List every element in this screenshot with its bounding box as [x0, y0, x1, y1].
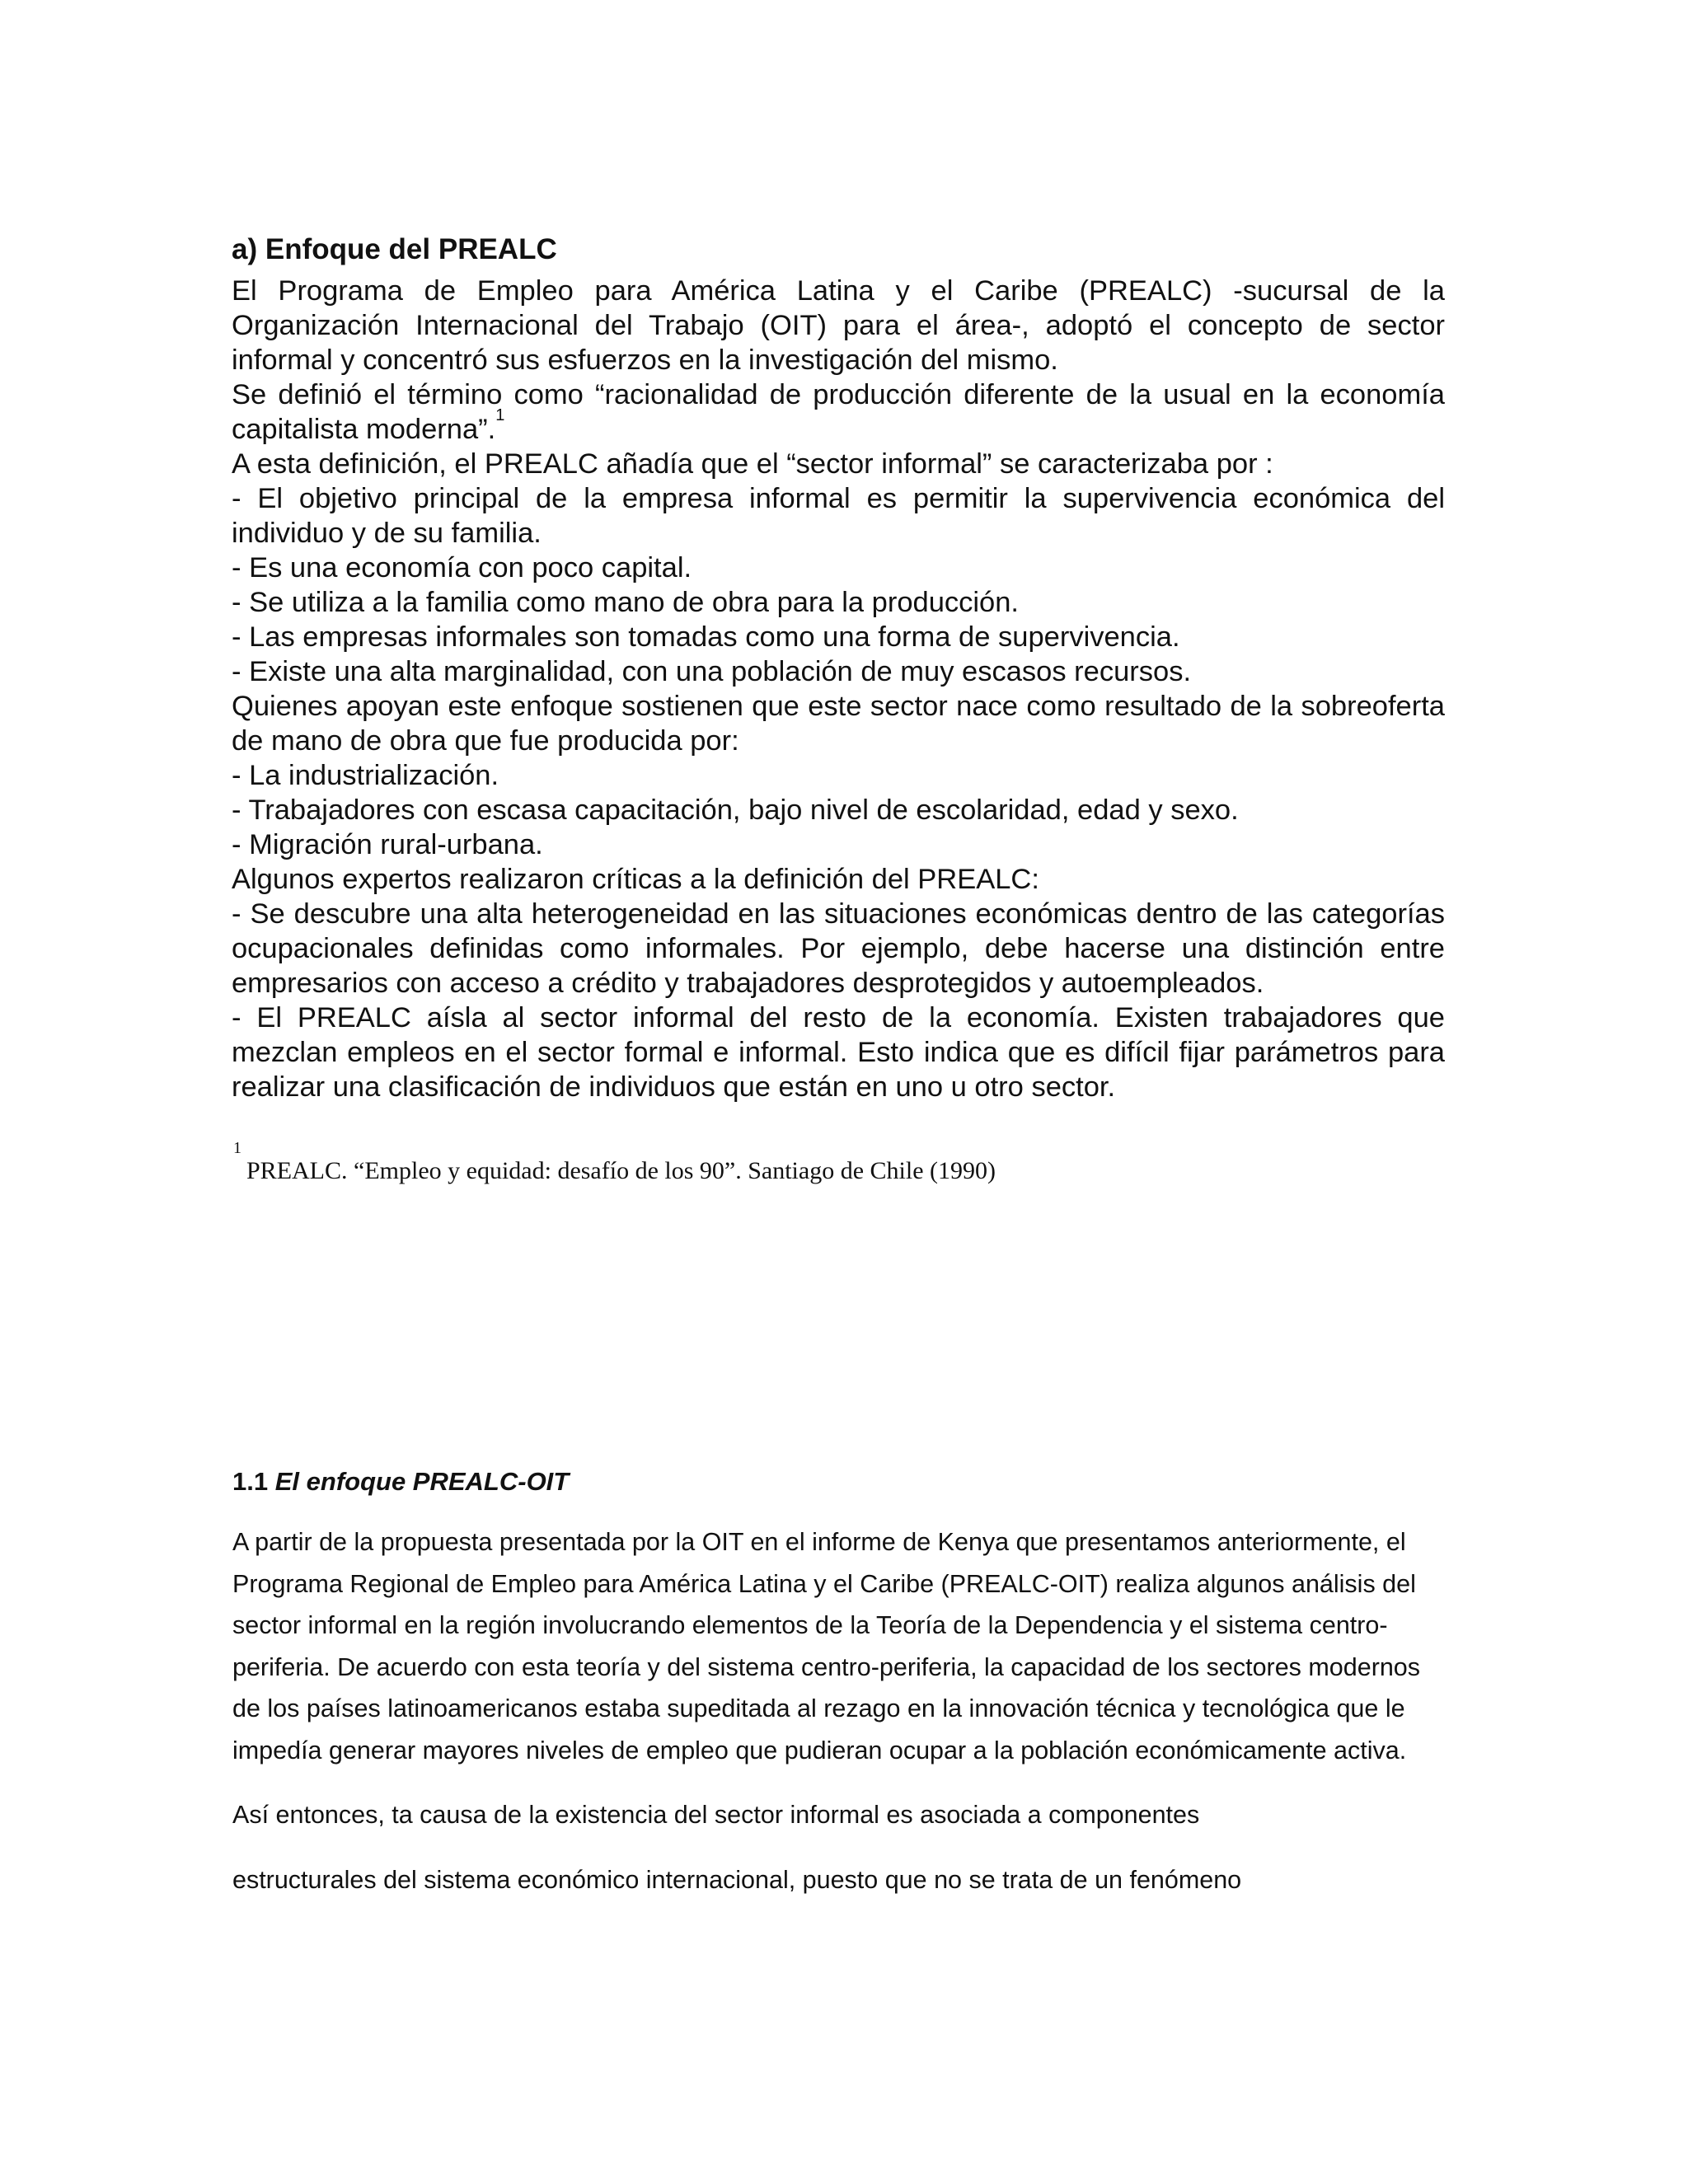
paragraph: A esta definición, el PREALC añadía que el “sector informal” se caracterizaba por :: [232, 448, 1273, 480]
footnote-reference: 1: [495, 405, 505, 424]
list-item: - Las empresas informales son tomadas como una forma de supervivencia.: [232, 621, 1180, 653]
footnote-marker: 1: [233, 1139, 241, 1157]
list-item: - Se utiliza a la familia como mano de obra para la producción.: [232, 587, 1019, 618]
paragraph: A partir de la propuesta presentada por la OIT en el informe de Kenya que presentamos anteriormente, el Programa Regional de Empleo para América Latina y el Caribe (PREALC-OIT) realiza algunos análisis del sector informal en la región involucrando elementos de la Teoría de la Dependencia y el sistema centro-periferia. De acuerdo con esta teoría y del sistema centro-periferia, la capacidad de los sectores modernos de los países latinoamericanos estaba supeditada al rezago en la innovación técnica y tecnológica que le impedía generar mayores niveles de empleo que pudieran ocupar a la población económicamente activa.: [232, 1528, 1421, 1765]
section-prealc-oit: [232, 1460, 1444, 1900]
list-item: - La industrialización.: [232, 760, 499, 791]
list-item: - Es una economía con poco capital.: [232, 552, 692, 583]
list-item: - Existe una alta marginalidad, con una población de muy escasos recursos.: [232, 656, 1192, 687]
definition-paragraph: [232, 377, 1445, 447]
paragraph: estructurales del sistema económico internacional, puesto que no se trata de un fenómeno: [232, 1865, 1242, 1894]
paragraph: El Programa de Empleo para América Latina y el Caribe (PREALC) -sucursal de la Organización Internacional del Trabajo (OIT) para el área-, adoptó el concepto de sector informal y concentró sus esfuerzos en la investigación del mismo.: [232, 275, 1445, 376]
list-item: - Trabajadores con escasa capacitación, bajo nivel de escolaridad, edad y sexo.: [232, 794, 1239, 826]
paragraph: Quienes apoyan este enfoque sostienen que este sector nace como resultado de la sobreoferta de mano de obra que fue producida por:: [232, 691, 1445, 757]
list-item: - El objetivo principal de la empresa informal es permitir la supervivencia económica del individuo y de su familia.: [232, 483, 1445, 549]
section-heading: [232, 1460, 1444, 1503]
footnote-text: PREALC. “Empleo y equidad: desafío de los 90”. Santiago de Chile (1990): [246, 1157, 996, 1184]
section-title: El enfoque PREALC-OIT: [274, 1467, 570, 1496]
list-item: - Migración rural-urbana.: [232, 829, 543, 860]
section-prealc-approach: [232, 226, 1445, 1104]
paragraph: Algunos expertos realizaron críticas a la definición del PREALC:: [232, 864, 1039, 895]
paragraph: Así entonces, ta causa de la existencia del sector informal es asociada a componentes: [232, 1801, 1200, 1829]
section-heading: a) Enfoque del PREALC: [232, 233, 557, 265]
section-number: 1.1: [232, 1467, 269, 1496]
definition-text: Se definió el término como “racionalidad de producción diferente de la usual en la economía capitalista moderna”.: [232, 379, 1445, 445]
list-item: - Se descubre una alta heterogeneidad en las situaciones económicas dentro de las categorías ocupacionales definidas como informales. Por ejemplo, debe hacerse una distinción entre empresarios con acceso a crédito y trabajadores desprotegidos y autoempleados.: [232, 898, 1445, 999]
list-item: - El PREALC aísla al sector informal del resto de la economía. Existen trabajadores que mezclan empleos en el sector formal e informal. Esto indica que es difícil fijar parámetros para realizar una clasificación de individuos que están en uno u otro sector.: [232, 1002, 1445, 1103]
